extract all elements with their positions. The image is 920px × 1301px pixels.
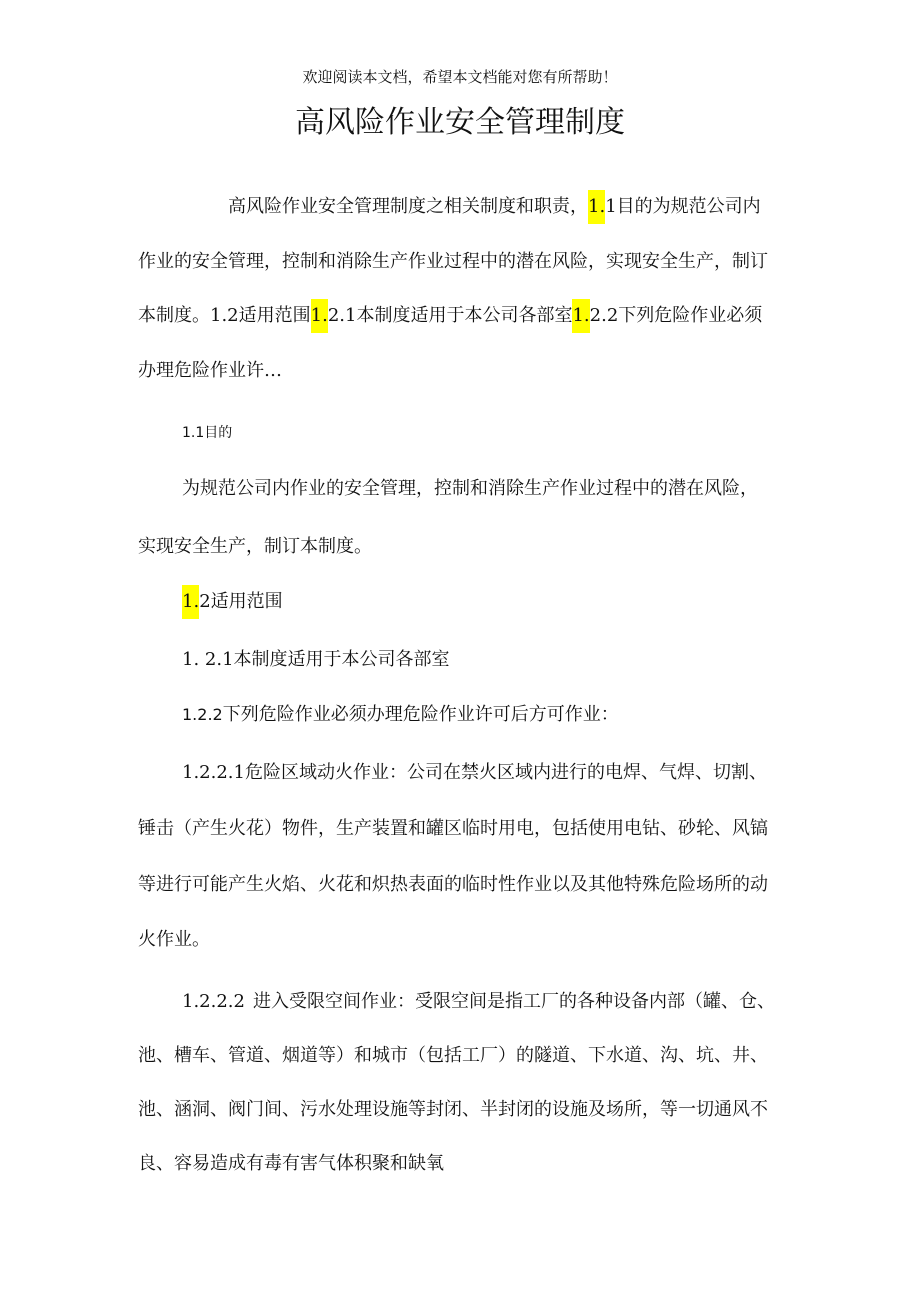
section-text: 进入受限空间作业：受限空间是指工厂的各种设备内部（罐、仓、 [252,991,775,1012]
section-1-1-heading: 1.1目的 [182,425,233,441]
section-number: 1.2.2.1 [182,762,245,783]
section-1-1-line-1: 为规范公司内作业的安全管理，控制和消除生产作业过程中的潜在风险， [182,478,758,499]
section-heading-text: 2适用范围 [199,591,283,612]
section-1-1-line-2: 实现安全生产，制订本制度。 [138,536,372,557]
highlight-mark: 1. [572,299,589,333]
section-1-2-2-1-line-2: 锤击（产生火花）物件，生产装置和罐区临时用电，包括使用电钻、砂轮、风镐 [138,818,768,839]
document-title: 高风险作业安全管理制度 [295,105,625,140]
summary-line-1 [228,198,761,216]
summary-line-2: 作业的安全管理，控制和消除生产作业过程中的潜在风险，实现安全生产，制订 [138,251,768,272]
summary-line-4: 办理危险作业许… [138,360,282,381]
summary-text: 1目的为规范公司内 [605,196,761,217]
section-1-2-2-2-line-4: 良、容易造成有毒有害气体积聚和缺氧 [138,1153,444,1174]
summary-line-3 [138,307,762,325]
section-number: 1.2.2 [182,705,223,724]
summary-text: 本制度。1.2适用范围 [138,305,311,326]
section-number: 1.2.2.2 [182,991,245,1012]
section-1-2-2-1-line-3: 等进行可能产生火焰、火花和炽热表面的临时性作业以及其他特殊危险场所的动 [138,874,768,895]
section-1-2-2-2-line-2: 池、槽车、管道、烟道等）和城市（包括工厂）的隧道、下水道、沟、坑、井、 [138,1045,768,1066]
section-text: 危险区域动火作业：公司在禁火区域内进行的电焊、气焊、切割、 [244,762,767,783]
section-1-2-2-2-line-3: 池、涵洞、阀门间、污水处理设施等封闭、半封闭的设施及场所，等一切通风不 [138,1099,768,1120]
summary-text: 2.1本制度适用于本公司各部室 [327,305,573,326]
section-1-2-2-2-line-1 [182,993,775,1011]
section-1-2-2-1-line-4: 火作业。 [138,929,210,950]
section-1-2-2 [182,706,619,724]
welcome-banner: 欢迎阅读本文档，希望本文档能对您有所帮助！ [302,68,618,86]
highlight-mark: 1. [588,190,605,224]
section-1-2-2-1-line-1 [182,764,767,782]
highlight-mark: 1. [311,299,328,333]
summary-text: 2.2下列危险作业必须 [589,305,763,326]
section-text: 下列危险作业必须办理危险作业许可后方可作业： [222,704,619,725]
highlight-mark: 1. [182,585,199,619]
section-1-2-heading [182,593,283,611]
section-1-2-1: 1. 2.1本制度适用于本公司各部室 [182,649,450,670]
summary-text: 高风险作业安全管理制度之相关制度和职责， [228,196,588,217]
